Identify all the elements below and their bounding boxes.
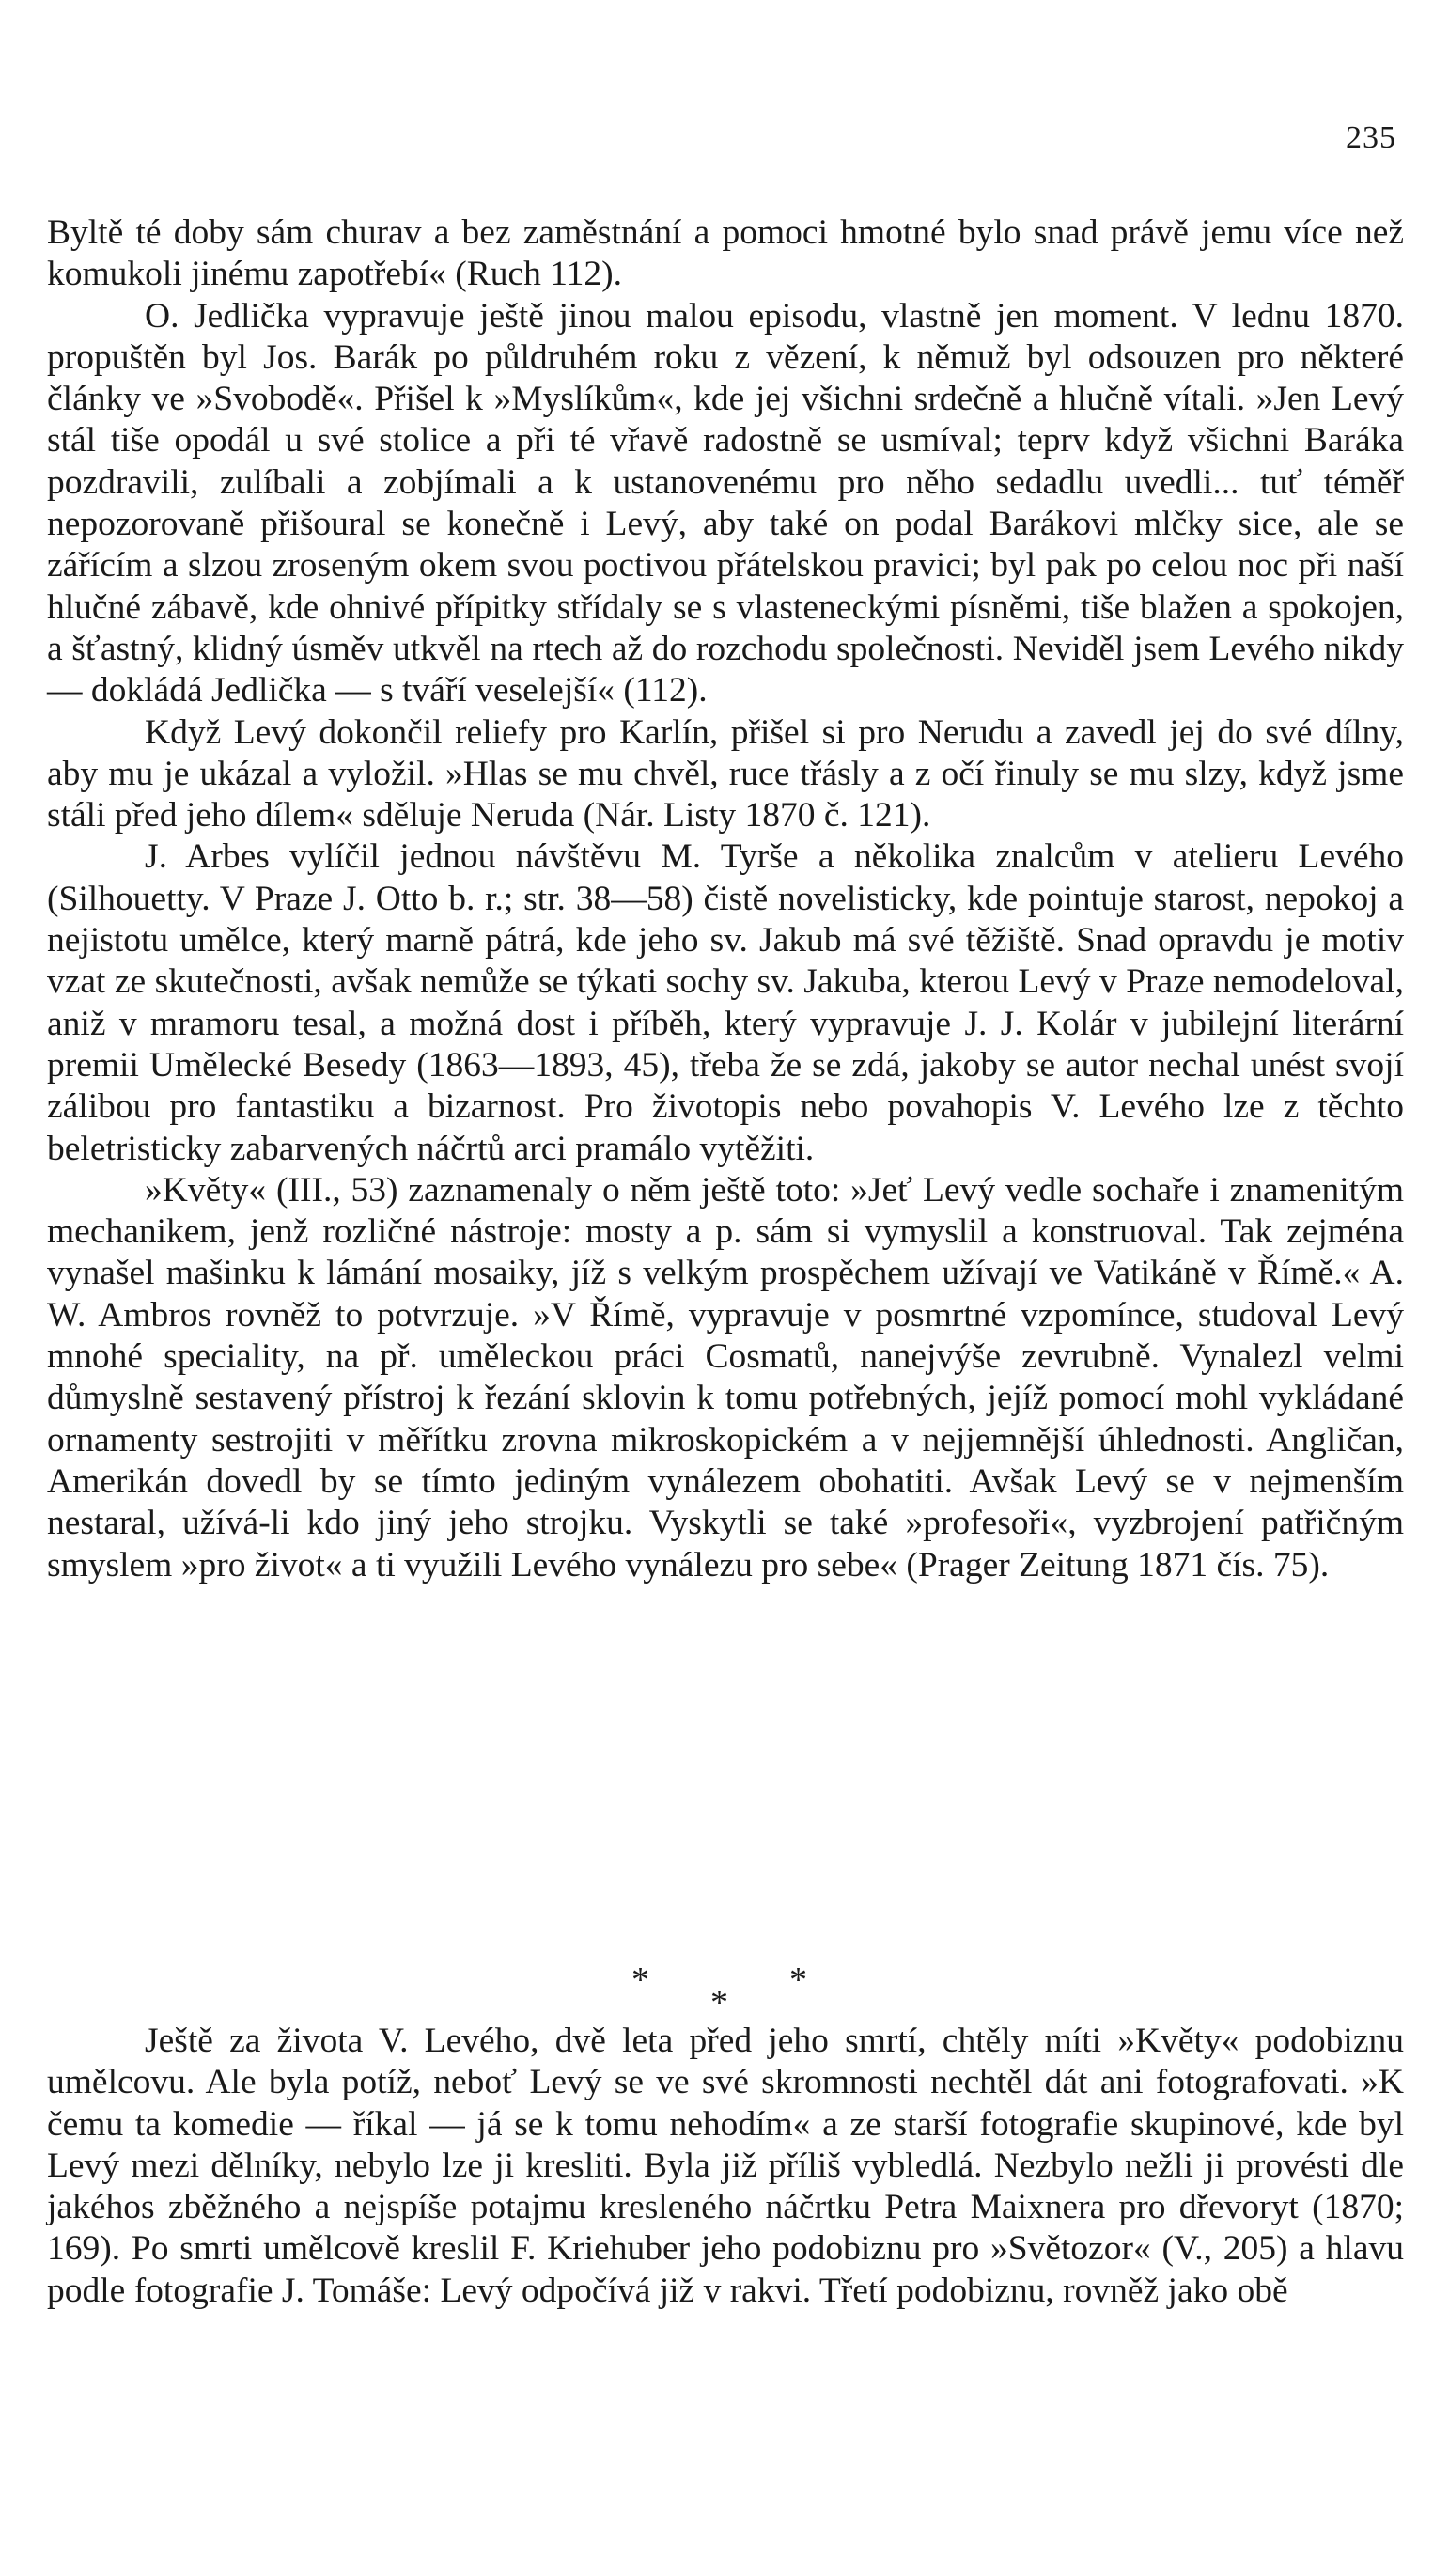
paragraph-continuation: Byltě té doby sám churav a bez zaměstnání a pomoci hmotné bylo snad právě jemu více než komukoli jinému zapotřebí« (Ruch 112). bbox=[47, 213, 1404, 294]
asterisk-right: * bbox=[789, 1960, 807, 2000]
asterisk-bottom: * bbox=[710, 1983, 728, 2022]
paragraph-arbes-visit: J. Arbes vylíčil jednou návštěvu M. Tyrše a několika znalcům v atelieru Levého (Silhouetty. V Praze J. Otto b. r.; str. 38—58) čistě novelisticky, kde pointuje starost, nepokoj a nejistotu umělce, který marně pátrá, kde jeho sv. Jakub má své těžiště. Snad opravdu je motiv vzat ze skutečnosti, avšak nemůže se týkati sochy sv. Jakuba, kterou Levý v Praze nemodeloval, aniž v mramoru tesal, a možná dost i příběh, který vypravuje J. J. Kolár v jubilejní literární premii Umělecké Besedy (1863—1893, 45), třeba že se zdá, jakoby se autor nechal unést svojí zálibou pro fantastiku a bizarnost. Pro životopis nebo povahopis V. Levého lze z těchto beletristicky zabarvených náčrtů arci pramálo vytěžiti. bbox=[47, 837, 1404, 1168]
paragraph-kvety-mechanic: »Květy« (III., 53) zaznamenaly o něm ještě toto: »Jeť Levý vedle sochaře i znamenitým mechanikem, jenž rozličné nástroje: mosty a p. sám si vymyslil a konstruoval. Tak zejména vynašel mašinku k lámání mosaiky, jíž s velkým prospěchem užívají ve Vatikáně v Římě.« A. W. Ambros rovněž to potvrzuje. »V Římě, vypravuje v posmrtné vzpomínce, studoval Levý mnohé speciality, na př. uměleckou práci Cosmatů, nanejvýše zevrubně. Vynalezl velmi důmyslně sestavený přístroj k řezání sklovin k tomu potřebných, jejíž pomocí mohl vykládané ornamenty sestrojiti v měřítku zrovna mikroskopickém a v nejjemnější úhlednosti. Angličan, Amerikán dovedl by se tímto jediným vynálezem obohatiti. Avšak Levý se v nejmenším nestaral, užívá-li kdo jiný jeho strojku. Vyskytli se také »profesoři«, vyzbrojení patřičným smyslem »pro život« a ti využili Levého vynálezu pro sebe« (Prager Zeitung 1871 čís. 75). bbox=[47, 1170, 1404, 1585]
paragraph-karlin-reliefs: Když Levý dokončil reliefy pro Karlín, přišel si pro Nerudu a zavedl jej do své dílny, aby mu je ukázal a vyložil. »Hlas se mu chvěl, ruce třásly a z očí řinuly se mu slzy, když jsme stáli před jeho dílem« sděluje Neruda (Nár. Listy 1870 č. 121). bbox=[47, 712, 1404, 835]
main-text-top bbox=[47, 212, 1404, 1586]
main-text-bottom bbox=[47, 2021, 1404, 2312]
section-separator bbox=[0, 1960, 1449, 2022]
paragraph-jedlicka-episode: O. Jedlička vypravuje ještě jinou malou episodu, vlastně jen moment. V lednu 1870. propuštěn byl Jos. Barák po půldruhém roku z vězení, k němuž byl odsouzen pro některé články ve »Svobodě«. Přišel k »Myslíkům«, kde jej všichni srdečně a hlučně vítali. »Jen Levý stál tiše opodál u své stolice a při té vřavě radostně se usmíval; teprv když všichni Baráka pozdravili, zulíbali a zobjímali a k ustanovenému pro něho sedadlu uvedli... tuť téměř nepozorovaně přišoural se konečně i Levý, aby také on podal Barákovi mlčky sice, ale se zářícím a slzou zroseným okem svou poctivou přátelskou pravici; byl pak po celou noc při naší hlučné zábavě, kde ohnivé přípitky střídaly se s vlasteneckými písněmi, tiše blažen a spokojen, a šťastný, klidný úsměv utkvěl na rtech až do rozchodu společnosti. Neviděl jsem Levého nikdy — dokládá Jedlička — s tváří veselejší« (112). bbox=[47, 296, 1404, 710]
paragraph-portrait: Ještě za života V. Levého, dvě leta před jeho smrtí, chtěly míti »Květy« podobiznu umělcovu. Ale byla potíž, neboť Levý se ve své skromnosti nechtěl dát ani fotografovati. »K čemu ta komedie — říkal — já se k tomu nehodím« a ze starší fotografie skupinové, kde byl Levý mezi dělníky, nebylo lze ji kresliti. Byla již příliš vybledlá. Nezbylo nežli ji provésti dle jakéhos zběžného a nejspíše potajmu kresleného náčrtku Petra Maixnera pro dřevoryt (1870; 169). Po smrti umělcově kreslil F. Kriehuber jeho podobiznu pro »Světozor« (V., 205) a hlavu podle fotografie J. Tomáše: Levý odpočívá již v rakvi. Třetí podobiznu, rovněž jako obě bbox=[47, 2022, 1404, 2310]
asterisk-left: * bbox=[631, 1960, 649, 2000]
page-number: 235 bbox=[1346, 120, 1396, 155]
